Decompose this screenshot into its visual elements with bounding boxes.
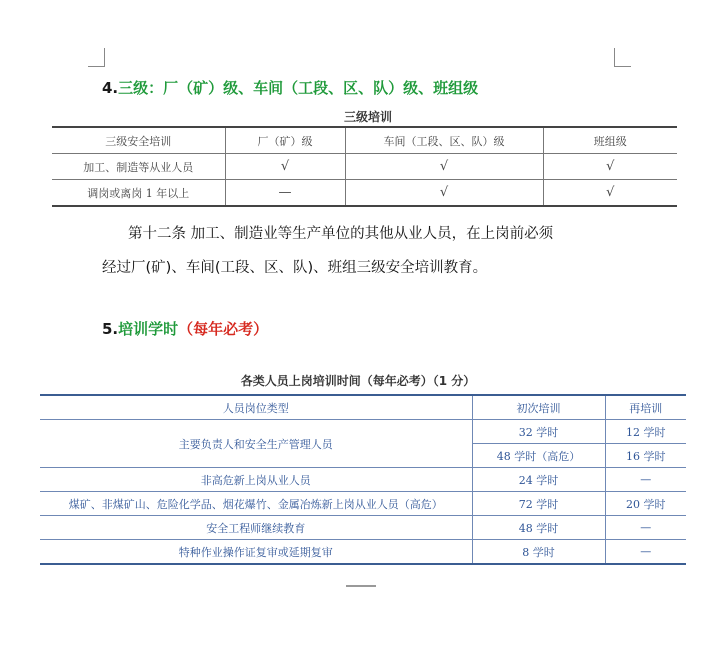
header-cell: 初次培训 (472, 395, 605, 420)
checkmark-cell: √ (543, 180, 677, 207)
table-caption: 三级培训 (343, 110, 392, 124)
table-row (40, 540, 686, 565)
dash-cell: — (225, 180, 345, 207)
header-cell: 三级安全培训 (52, 127, 225, 154)
table-cell: 32 学时 (472, 420, 605, 444)
section-heading-4 (102, 77, 478, 98)
paragraph-line: 第十二条 加工、制造业等生产单位的其他从业人员，在上岗前必须 (128, 226, 554, 242)
table-cell: 8 学时 (472, 540, 605, 565)
checkmark-cell: √ (543, 154, 677, 180)
page-corner-mark-right (614, 48, 631, 67)
table-cell: 16 学时 (605, 444, 686, 468)
header-cell: 再培训 (605, 395, 686, 420)
section-number: 5. (102, 320, 119, 338)
table-cell: 调岗或离岗 1 年以上 (87, 186, 190, 200)
section-number: 4. (102, 79, 119, 97)
checkmark-cell: √ (225, 154, 345, 180)
table-cell: — (605, 516, 686, 540)
table-cell: 加工、制造等从业人员 (52, 154, 225, 180)
table-row (40, 516, 686, 540)
table-header-row (52, 127, 677, 154)
table-cell: 48 学时 (472, 516, 605, 540)
table-cell: 煤矿、非煤矿山、危险化学品、烟花爆竹、金属冶炼新上岗从业人员（高危） (40, 492, 472, 516)
header-cell: 车间（工段、区、队）级 (345, 127, 543, 154)
section-title: 三级：厂（矿）级、车间（工段、区、队）级、班组级 (118, 79, 479, 97)
three-level-training-table (52, 126, 677, 207)
table-row (40, 492, 686, 516)
table-cell: 12 学时 (605, 420, 686, 444)
page-corner-mark-left (88, 48, 105, 67)
paragraph-line: 经过厂(矿)、车间(工段、区、队)、班组三级安全培训教育。 (102, 260, 488, 276)
table-cell: 72 学时 (472, 492, 605, 516)
section-heading-5 (102, 318, 268, 339)
checkmark-cell: √ (345, 154, 543, 180)
header-cell: 班组级 (543, 127, 677, 154)
table-cell: 48 学时（高危） (472, 444, 605, 468)
checkmark-cell: √ (345, 180, 543, 207)
table-cell: 非高危新上岗从业人员 (40, 468, 472, 492)
table-header-row (40, 395, 686, 420)
header-cell: 厂（矿）级 (225, 127, 345, 154)
table-row (52, 180, 677, 207)
table-row (40, 420, 686, 444)
cropped-text-fragment (346, 582, 386, 587)
table-cell: 特种作业操作证复审或延期复审 (178, 545, 333, 559)
table-cell: — (605, 540, 686, 565)
section-note: （每年必考） (178, 320, 269, 338)
section-title: 培训学时 (118, 320, 179, 338)
table-cell: — (605, 468, 686, 492)
table-cell: 安全工程师继续教育 (40, 516, 472, 540)
table-cell: 主要负责人和安全生产管理人员 (40, 420, 472, 468)
header-cell: 人员岗位类型 (40, 395, 472, 420)
table-caption: 各类人员上岗培训时间（每年必考）（1 分） (240, 374, 476, 388)
table-row (52, 154, 677, 180)
table-cell: 20 学时 (605, 492, 686, 516)
table-cell: 24 学时 (472, 468, 605, 492)
training-hours-table (40, 394, 686, 565)
table-row (40, 468, 686, 492)
